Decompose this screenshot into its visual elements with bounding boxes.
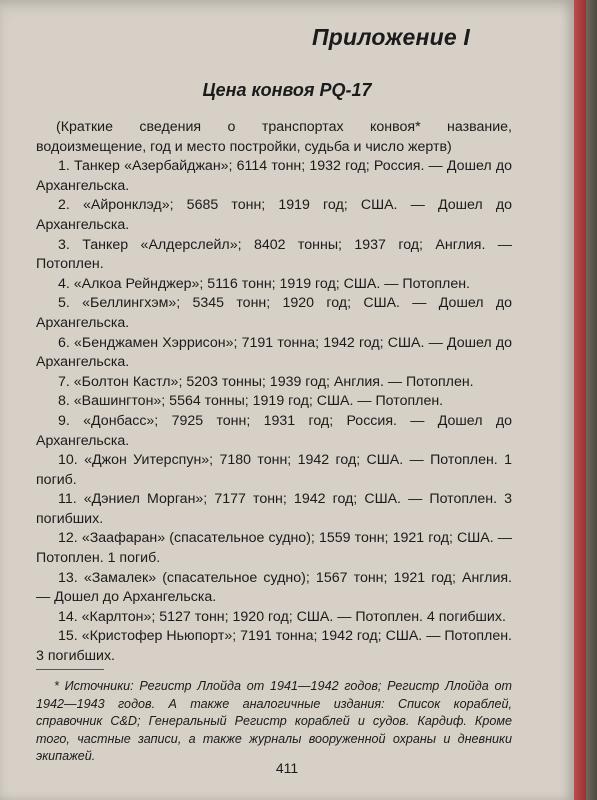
- intro-paragraph: (Краткие сведения о транспортах конвоя* название, водоизмещение, год и место постройки, судьба и число жертв): [36, 119, 512, 155]
- list-item: 12. «Заафаран» (спасательное судно); 1559 тонн; 1921 год; США. — Потоплен. 1 погиб.: [36, 530, 512, 567]
- list-item: 5. «Беллингхэм»; 5345 тонн; 1920 год; США. — Дошел до Архангельска.: [36, 295, 512, 331]
- list-item: 10. «Джон Уитерспун»; 7180 тонн; 1942 год; США. — Потоплен. 1 погиб.: [36, 452, 512, 488]
- footnote: [36, 678, 512, 766]
- page-title: Цена конвоя PQ-17: [202, 80, 372, 100]
- list-item: 2. «Айронклэд»; 5685 тонн; 1919 год; США. — Дошел до Архангельска.: [36, 197, 512, 233]
- list-item: 8. «Вашингтон»; 5564 тонны; 1919 год; США. — Потоплен.: [58, 393, 444, 410]
- list-item: 14. «Карлтон»; 5127 тонн; 1920 год; США. — Потоплен. 4 погибших.: [58, 608, 506, 625]
- list-item: 1. Танкер «Азербайджан»; 6114 тонн; 1932 год; Россия. — Дошел до Архангельска.: [36, 158, 512, 194]
- list-item: 4. «Алкоа Рейнджер»; 5116 тонн; 1919 год; США. — Потоплен.: [58, 275, 471, 292]
- list-item: 9. «Донбасс»; 7925 тонн; 1931 год; Россия. — Дошел до Архангельска.: [36, 412, 512, 449]
- body-text: [36, 118, 512, 667]
- page-number: 411: [275, 760, 299, 776]
- list-item: 7. «Болтон Кастл»; 5203 тонны; 1939 год; Англия. — Потоплен.: [58, 373, 474, 390]
- list-item: 6. «Бенджамен Хэррисон»; 7191 тонна; 1942 год; США. — Дошел до Архангельска.: [36, 334, 512, 371]
- footnote-divider: [36, 669, 104, 670]
- appendix-heading: Приложение I: [311, 24, 470, 50]
- book-cover-edge: [574, 0, 586, 800]
- list-item: 3. Танкер «Алдерслейл»; 8402 тонны; 1937 год; Англия. — Потоплен.: [36, 236, 512, 273]
- list-item: 13. «Замалек» (спасательное судно); 1567 тонн; 1921 год; Англия. — Дошел до Архангельска.: [36, 569, 512, 606]
- list-item: 11. «Дэниел Морган»; 7177 тонн; 1942 год; США. — Потоплен. 3 погибших.: [36, 491, 512, 527]
- footnote-text: * Источники: Регистр Ллойда от 1941—1942 годов; Регистр Ллойда от 1942—1943 годов. А также аналогичные издания: Список кораблей, справочник C&D; Генеральный Регистр кораблей и судов. Кардиф. Кроме того, частные записи, а также журналы вооруженной охраны и дневники экипажей.: [36, 679, 512, 763]
- list-item: 15. «Кристофер Ньюпорт»; 7191 тонна; 1942 год; США. — Потоплен. 3 погибших.: [36, 628, 512, 665]
- background-surface: [586, 0, 597, 800]
